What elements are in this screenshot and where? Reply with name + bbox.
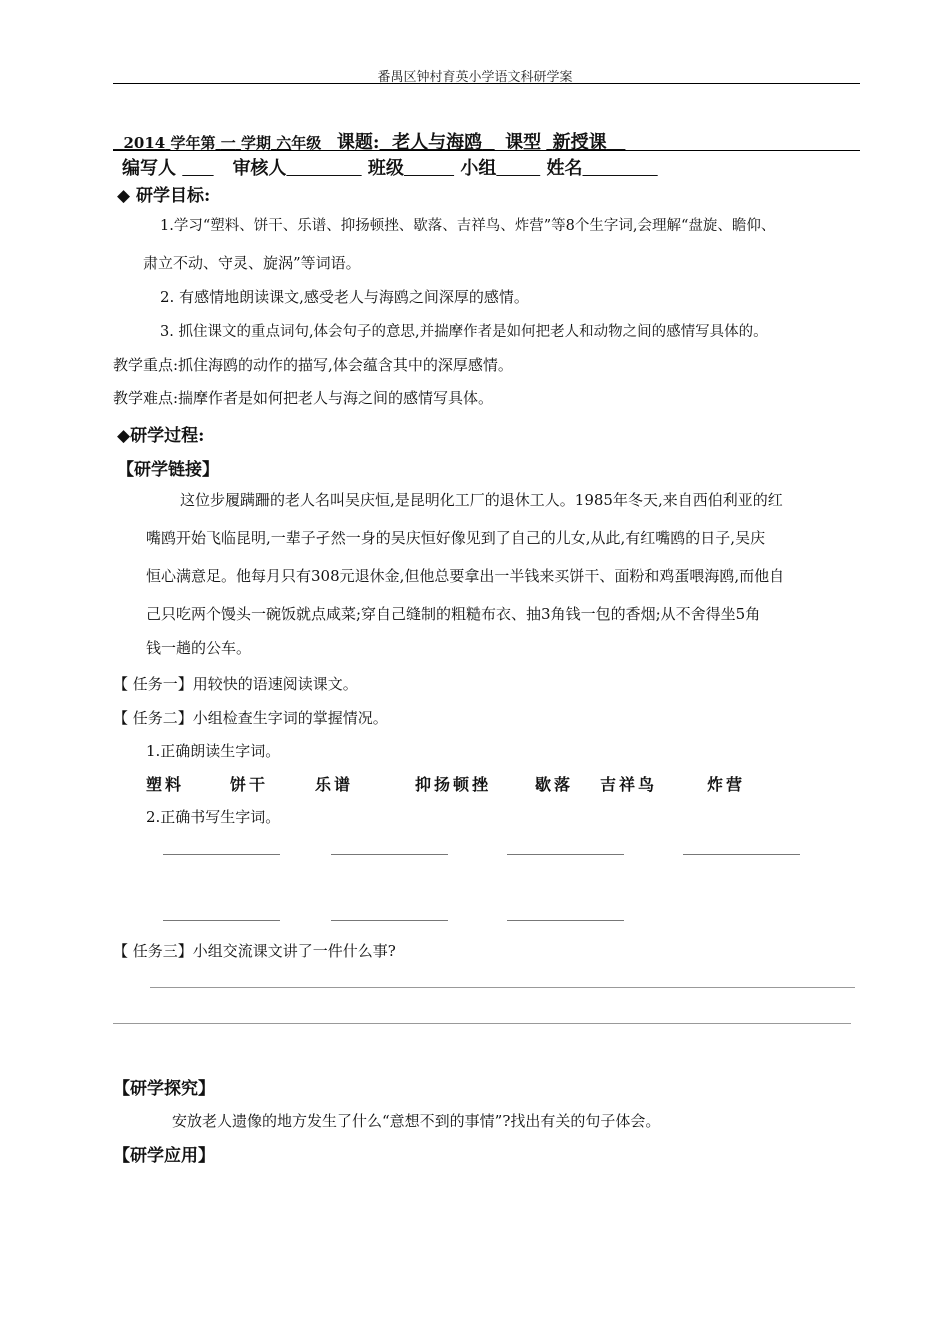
writer-blank[interactable]	[182, 158, 213, 179]
writing-blank[interactable]	[163, 854, 280, 855]
word-item: 吉祥鸟	[600, 775, 658, 794]
grade-field: 六	[276, 134, 292, 152]
name-label: 姓名	[546, 158, 583, 179]
school-header: 番禺区钟村育英小学语文科研学案	[377, 70, 573, 85]
writing-blank[interactable]	[507, 920, 624, 921]
group-label: 小组	[460, 158, 497, 179]
goal-item-1-line-2: 肃立不动、守灵、旋涡”等词语。	[143, 254, 361, 272]
reviewer-blank[interactable]	[286, 158, 361, 179]
group-blank[interactable]	[496, 158, 540, 179]
word-item: 饼干	[230, 775, 269, 794]
writing-blank[interactable]	[331, 854, 448, 855]
goal-item-3: 3. 抓住课文的重点词句,体会句子的意思,并揣摩作者是如何把老人和动物之间的感情写具体的。	[160, 324, 768, 340]
link-paragraph-line-3: 恒心满意足。他每月只有308元退休金,但他总要拿出一半钱来买饼干、面粉和鸡蛋喂海鸥,而他自	[146, 567, 785, 585]
goals-title: ◆ 研学目标:	[117, 186, 211, 206]
explore-title: 【研学探究】	[113, 1079, 215, 1099]
class-label: 班级	[367, 158, 404, 179]
task-3: 【 任务三】小组交流课文讲了一件什么事?	[113, 942, 396, 960]
goal-item-2: 2. 有感情地朗读课文,感受老人与海鸥之间深厚的感情。	[160, 288, 529, 306]
year-suffix: 学年第	[170, 134, 216, 152]
topic-label: 课题:	[336, 132, 380, 153]
writing-blank[interactable]	[507, 854, 624, 855]
link-paragraph-line-1: 这位步履蹒跚的老人名叫吴庆恒,是昆明化工厂的退休工人。1985年冬天,来自西伯利亚的红	[180, 491, 783, 509]
type-field: 新授课	[552, 132, 607, 153]
topic-field: 老人与海鸥	[392, 132, 483, 153]
task-2: 【 任务二】小组检查生字词的掌握情况。	[113, 709, 388, 727]
explore-text: 安放老人遗像的地方发生了什么“意想不到的事情”?找出有关的句子体会。	[172, 1112, 661, 1130]
writing-blank[interactable]	[163, 920, 280, 921]
difficulty: 教学难点:揣摩作者是如何把老人与海之间的感情写具体。	[113, 389, 494, 407]
word-item: 塑料	[146, 775, 185, 794]
writing-blank[interactable]	[683, 854, 800, 855]
name-blank[interactable]	[583, 158, 658, 179]
link-title: 【研学链接】	[117, 460, 219, 480]
reviewer-label: 审核人	[232, 158, 287, 179]
author-meta-row	[122, 154, 658, 180]
link-paragraph-line-4: 己只吃两个馒头一碗饭就点咸菜;穿自己缝制的粗糙布衣、抽3角钱一包的香烟;从不舍得坐5角	[146, 605, 761, 623]
link-paragraph-line-5: 钱一趟的公车。	[146, 639, 252, 657]
task-2-sub-2: 2.正确书写生字词。	[146, 808, 281, 826]
term-field: 一	[220, 134, 236, 152]
task-1: 【 任务一】用较快的语速阅读课文。	[113, 675, 358, 693]
writer-label: 编写人	[122, 158, 176, 179]
word-item: 炸营	[707, 775, 746, 794]
header-divider	[113, 83, 860, 84]
word-item: 歇落	[535, 775, 574, 794]
writing-blank[interactable]	[331, 920, 448, 921]
meta-divider	[113, 150, 860, 151]
term-suffix: 学期	[240, 134, 271, 152]
task-2-sub-1: 1.正确朗读生字词。	[146, 742, 281, 760]
goal-item-1-line-1: 1.学习“塑料、饼干、乐谱、抑扬顿挫、歇落、吉祥鸟、炸营”等8个生字词,会理解“盘旋、瞻仰、	[160, 218, 776, 234]
link-paragraph-line-2: 嘴鸥开始飞临昆明,一辈子孑然一身的吴庆恒好像见到了自己的儿女,从此,有红嘴鸥的日子,吴庆	[146, 529, 766, 547]
grade-suffix: 年级	[291, 134, 322, 152]
word-item: 乐谱	[315, 775, 354, 794]
key-point: 教学重点:抓住海鸥的动作的描写,体会蕴含其中的深厚感情。	[113, 356, 513, 374]
year-field: 2014	[123, 134, 166, 152]
word-item: 抑扬顿挫	[415, 775, 492, 794]
process-title: ◆研学过程:	[117, 426, 205, 446]
answer-line[interactable]	[113, 1023, 851, 1024]
class-blank[interactable]	[404, 158, 454, 179]
answer-line[interactable]	[150, 987, 855, 988]
apply-title: 【研学应用】	[113, 1146, 215, 1166]
type-label: 课型	[505, 132, 542, 153]
